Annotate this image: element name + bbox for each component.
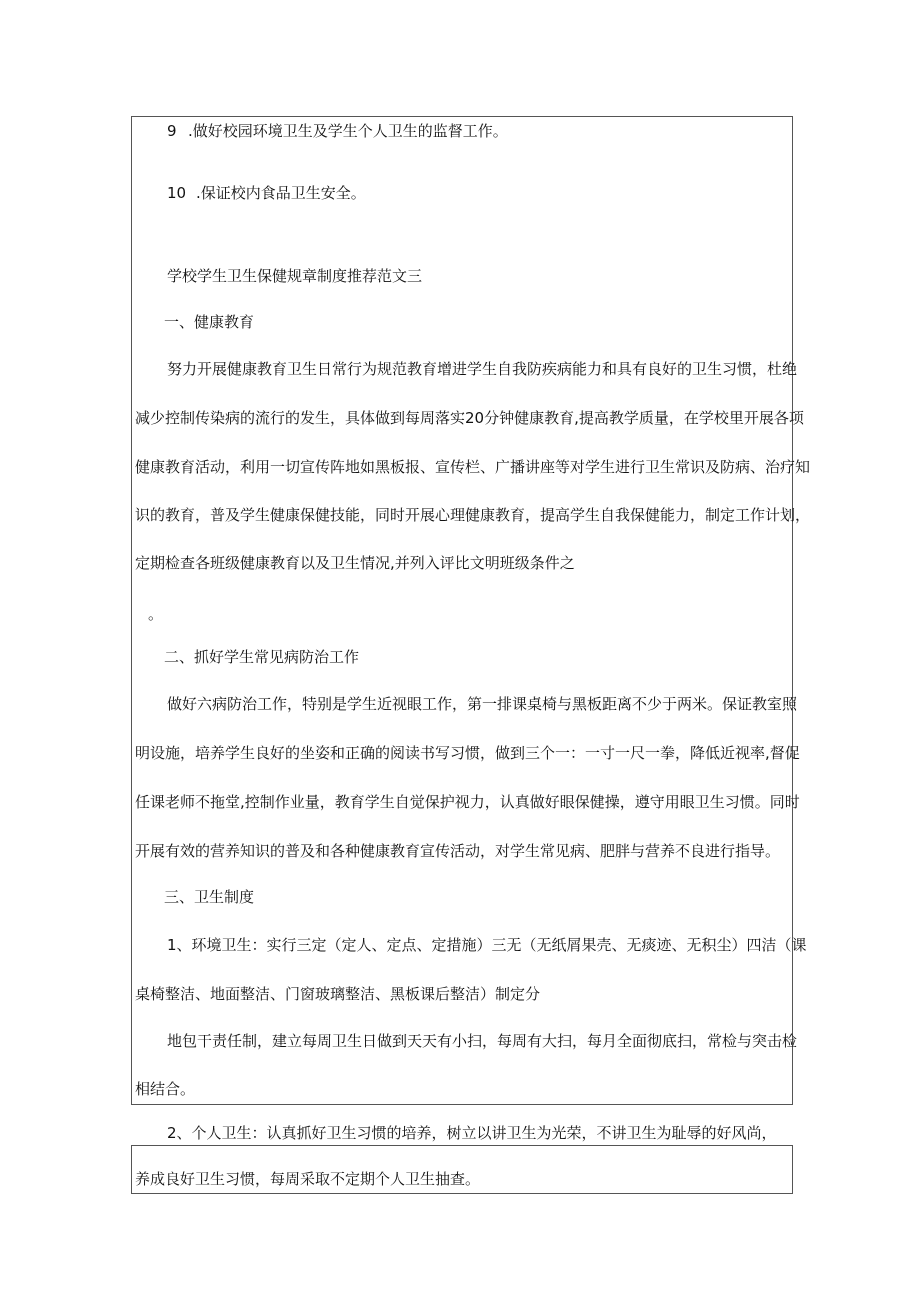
list-item-10 bbox=[167, 184, 366, 202]
paragraph-line: 养成良好卫生习惯，每周采取不定期个人卫生抽查。 bbox=[135, 1170, 481, 1188]
list-text: .做好校园环境卫生及学生个人卫生的监督工作。 bbox=[188, 122, 508, 140]
paragraph-line: 减少控制传染病的流行的发生，具体做到每周落实20分钟健康教育,提高教学质量，在学校里开展各项 bbox=[135, 409, 804, 427]
paragraph-line: 识的教育，普及学生健康保健技能，同时开展心理健康教育，提高学生自我保健能力，制定工作计划， bbox=[135, 506, 811, 524]
paragraph-line: 1、环境卫生：实行三定（定人、定点、定措施）三无（无纸屑果壳、无痰迹、无积尘）四洁（课 bbox=[167, 936, 807, 954]
paragraph-line: 2、个人卫生：认真抓好卫生习惯的培养，树立以讲卫生为光荣，不讲卫生为耻辱的好风尚， bbox=[167, 1124, 777, 1142]
paragraph-line: 桌椅整洁、地面整洁、门窗玻璃整洁、黑板课后整洁）制定分 bbox=[135, 985, 541, 1003]
paragraph-line: 地包干责任制，建立每周卫生日做到天天有小扫，每周有大扫，每月全面彻底扫，常检与突击检 bbox=[167, 1032, 798, 1050]
heading-hygiene-rules: 三、卫生制度 bbox=[164, 888, 255, 906]
paragraph-end-mark: 。 bbox=[148, 605, 164, 623]
list-item-9 bbox=[167, 122, 508, 140]
paragraph-line: 定期检查各班级健康教育以及卫生情况,并列入评比文明班级条件之 bbox=[135, 554, 575, 572]
paragraph-line: 努力开展健康教育卫生日常行为规范教育增进学生自我防疾病能力和具有良好的卫生习惯，杜绝 bbox=[167, 360, 798, 378]
list-number: 10 bbox=[167, 184, 187, 202]
list-number: 9 bbox=[167, 122, 177, 140]
paragraph-line: 开展有效的营养知识的普及和各种健康教育宣传活动，对学生常见病、肥胖与营养不良进行指导。 bbox=[135, 842, 781, 860]
section-title: 学校学生卫生保健规章制度推荐范文三 bbox=[167, 267, 423, 285]
paragraph-line: 相结合。 bbox=[135, 1080, 196, 1098]
paragraph-line: 明设施，培养学生良好的坐姿和正确的阅读书写习惯，做到三个一：一寸一尺一拳，降低近视率,督促 bbox=[135, 744, 800, 762]
heading-disease-prevention: 二、抓好学生常见病防治工作 bbox=[164, 648, 360, 666]
paragraph-line: 健康教育活动，利用一切宣传阵地如黑板报、宣传栏、广播讲座等对学生进行卫生常识及防病、治疗知 bbox=[135, 458, 811, 476]
content-frame-top bbox=[131, 116, 811, 1105]
paragraph-line: 任课老师不拖堂,控制作业量，教育学生自觉保护视力，认真做好眼保健操，遵守用眼卫生习惯。同时 bbox=[135, 793, 800, 811]
list-text: .保证校内食品卫生安全。 bbox=[196, 184, 366, 202]
paragraph-line: 做好六病防治工作，特别是学生近视眼工作，第一排课桌椅与黑板距离不少于两米。保证教室照 bbox=[167, 695, 798, 713]
heading-health-education: 一、健康教育 bbox=[164, 313, 255, 331]
